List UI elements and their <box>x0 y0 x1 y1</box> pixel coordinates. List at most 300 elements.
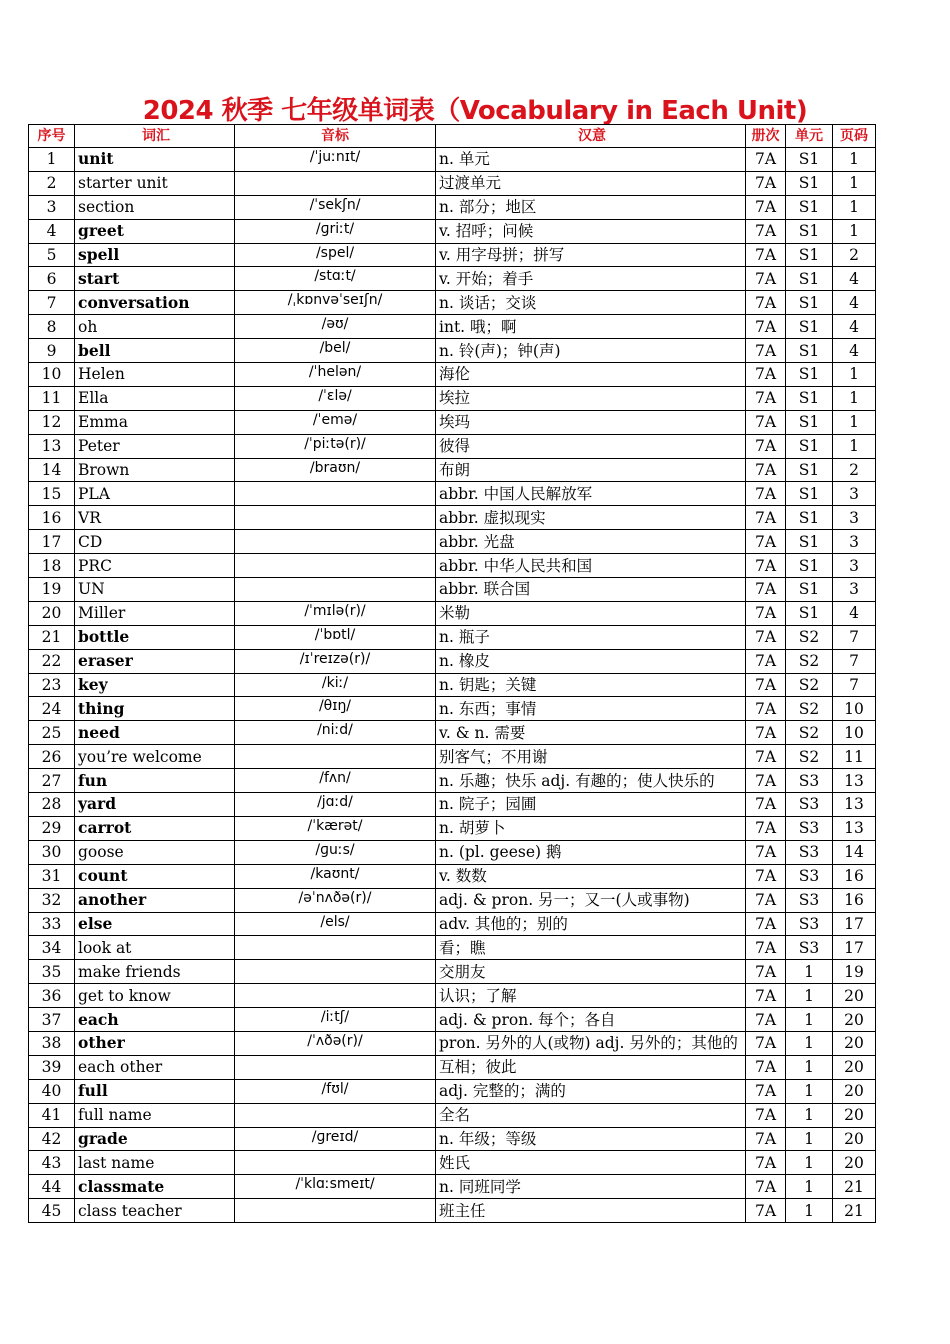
table-row <box>29 984 876 1008</box>
cell-no: 9 <box>29 339 75 363</box>
cell-meaning: n. (pl. geese) 鹅 <box>436 840 746 864</box>
cell-meaning: 海伦 <box>436 363 746 387</box>
cell-meaning: 认识；了解 <box>436 984 746 1008</box>
cell-page: 2 <box>833 243 876 267</box>
cell-phonetic: /niːd/ <box>235 721 436 745</box>
cell-unit: S1 <box>786 386 833 410</box>
cell-meaning: 别客气；不用谢 <box>436 745 746 769</box>
cell-word: classmate <box>75 1175 235 1199</box>
table-row <box>29 386 876 410</box>
cell-phonetic: /əˈnʌðə(r)/ <box>235 888 436 912</box>
cell-page: 4 <box>833 601 876 625</box>
cell-meaning: n. 瓶子 <box>436 625 746 649</box>
table-row <box>29 601 876 625</box>
table-row <box>29 291 876 315</box>
table-row <box>29 1079 876 1103</box>
cell-unit: 1 <box>786 1127 833 1151</box>
table-row <box>29 530 876 554</box>
cell-no: 40 <box>29 1079 75 1103</box>
table-row <box>29 339 876 363</box>
cell-book: 7A <box>746 888 786 912</box>
cell-no: 13 <box>29 434 75 458</box>
cell-unit: S1 <box>786 554 833 578</box>
cell-meaning: 姓氏 <box>436 1151 746 1175</box>
cell-word: each other <box>75 1055 235 1079</box>
cell-meaning: n. 橡皮 <box>436 649 746 673</box>
cell-meaning: abbr. 虚拟现实 <box>436 506 746 530</box>
table-row <box>29 649 876 673</box>
cell-book: 7A <box>746 554 786 578</box>
cell-page: 21 <box>833 1175 876 1199</box>
cell-no: 26 <box>29 745 75 769</box>
cell-book: 7A <box>746 649 786 673</box>
cell-phonetic: /iːtʃ/ <box>235 1008 436 1032</box>
table-row <box>29 363 876 387</box>
cell-phonetic: /ɪˈreɪzə(r)/ <box>235 649 436 673</box>
cell-unit: S1 <box>786 363 833 387</box>
cell-no: 22 <box>29 649 75 673</box>
cell-word: unit <box>75 148 235 172</box>
cell-meaning: pron. 另外的人(或物) adj. 另外的；其他的 <box>436 1031 746 1055</box>
cell-page: 13 <box>833 816 876 840</box>
cell-page: 19 <box>833 960 876 984</box>
cell-phonetic: /braʊn/ <box>235 458 436 482</box>
cell-page: 20 <box>833 1151 876 1175</box>
cell-page: 20 <box>833 1103 876 1127</box>
cell-phonetic: /θɪŋ/ <box>235 697 436 721</box>
cell-page: 3 <box>833 530 876 554</box>
header-page: 页码 <box>833 125 876 148</box>
table-row <box>29 769 876 793</box>
cell-no: 21 <box>29 625 75 649</box>
table-row <box>29 506 876 530</box>
cell-word: other <box>75 1031 235 1055</box>
cell-meaning: adv. 其他的；别的 <box>436 912 746 936</box>
cell-page: 7 <box>833 673 876 697</box>
cell-book: 7A <box>746 816 786 840</box>
cell-meaning: v. & n. 需要 <box>436 721 746 745</box>
cell-phonetic: /ˈpiːtə(r)/ <box>235 434 436 458</box>
cell-unit: S2 <box>786 721 833 745</box>
cell-book: 7A <box>746 984 786 1008</box>
cell-book: 7A <box>746 1127 786 1151</box>
table-row <box>29 578 876 602</box>
cell-phonetic: /ɡriːt/ <box>235 219 436 243</box>
cell-phonetic: /jɑːd/ <box>235 793 436 817</box>
cell-meaning: abbr. 中国人民解放军 <box>436 482 746 506</box>
cell-word: count <box>75 864 235 888</box>
cell-word: starter unit <box>75 171 235 195</box>
cell-no: 32 <box>29 888 75 912</box>
cell-meaning: 过渡单元 <box>436 171 746 195</box>
cell-meaning: 彼得 <box>436 434 746 458</box>
cell-page: 1 <box>833 434 876 458</box>
cell-book: 7A <box>746 793 786 817</box>
cell-book: 7A <box>746 219 786 243</box>
cell-book: 7A <box>746 1031 786 1055</box>
cell-no: 29 <box>29 816 75 840</box>
cell-unit: S3 <box>786 864 833 888</box>
cell-unit: S1 <box>786 267 833 291</box>
cell-page: 10 <box>833 721 876 745</box>
table-row <box>29 1008 876 1032</box>
header-unit: 单元 <box>786 125 833 148</box>
cell-meaning: 交朋友 <box>436 960 746 984</box>
cell-no: 12 <box>29 410 75 434</box>
cell-word: make friends <box>75 960 235 984</box>
cell-no: 4 <box>29 219 75 243</box>
cell-page: 20 <box>833 1079 876 1103</box>
cell-unit: S3 <box>786 793 833 817</box>
cell-page: 7 <box>833 625 876 649</box>
cell-book: 7A <box>746 840 786 864</box>
cell-word: key <box>75 673 235 697</box>
cell-word: Helen <box>75 363 235 387</box>
cell-word: fun <box>75 769 235 793</box>
table-row <box>29 458 876 482</box>
cell-book: 7A <box>746 267 786 291</box>
cell-page: 14 <box>833 840 876 864</box>
cell-unit: S1 <box>786 171 833 195</box>
cell-page: 1 <box>833 148 876 172</box>
table-row <box>29 697 876 721</box>
cell-book: 7A <box>746 625 786 649</box>
cell-word: conversation <box>75 291 235 315</box>
cell-no: 1 <box>29 148 75 172</box>
cell-unit: S3 <box>786 816 833 840</box>
cell-unit: S3 <box>786 769 833 793</box>
cell-unit: S1 <box>786 243 833 267</box>
cell-no: 38 <box>29 1031 75 1055</box>
cell-unit: S2 <box>786 649 833 673</box>
cell-no: 41 <box>29 1103 75 1127</box>
cell-no: 5 <box>29 243 75 267</box>
cell-page: 21 <box>833 1199 876 1223</box>
table-row <box>29 482 876 506</box>
header-no: 序号 <box>29 125 75 148</box>
cell-meaning: int. 哦；啊 <box>436 315 746 339</box>
cell-book: 7A <box>746 506 786 530</box>
table-row <box>29 1127 876 1151</box>
cell-book: 7A <box>746 912 786 936</box>
cell-word: class teacher <box>75 1199 235 1223</box>
cell-page: 1 <box>833 410 876 434</box>
cell-word: else <box>75 912 235 936</box>
table-row <box>29 219 876 243</box>
cell-book: 7A <box>746 936 786 960</box>
cell-unit: 1 <box>786 984 833 1008</box>
cell-no: 2 <box>29 171 75 195</box>
cell-phonetic <box>235 936 436 960</box>
cell-word: Emma <box>75 410 235 434</box>
cell-page: 1 <box>833 363 876 387</box>
cell-meaning: 埃玛 <box>436 410 746 434</box>
cell-page: 4 <box>833 315 876 339</box>
cell-unit: S1 <box>786 601 833 625</box>
cell-word: section <box>75 195 235 219</box>
cell-phonetic <box>235 530 436 554</box>
cell-word: carrot <box>75 816 235 840</box>
cell-phonetic <box>235 960 436 984</box>
cell-book: 7A <box>746 386 786 410</box>
cell-book: 7A <box>746 864 786 888</box>
cell-meaning: 班主任 <box>436 1199 746 1223</box>
cell-unit: S1 <box>786 482 833 506</box>
cell-meaning: n. 胡萝卜 <box>436 816 746 840</box>
cell-phonetic <box>235 1055 436 1079</box>
cell-phonetic: /kaʊnt/ <box>235 864 436 888</box>
cell-meaning: abbr. 光盘 <box>436 530 746 554</box>
table-row <box>29 195 876 219</box>
cell-unit: S3 <box>786 840 833 864</box>
cell-meaning: n. 单元 <box>436 148 746 172</box>
cell-phonetic: /ˈbɒtl/ <box>235 625 436 649</box>
table-row <box>29 864 876 888</box>
cell-meaning: 埃拉 <box>436 386 746 410</box>
table-row <box>29 171 876 195</box>
table-row <box>29 410 876 434</box>
cell-meaning: v. 数数 <box>436 864 746 888</box>
cell-no: 36 <box>29 984 75 1008</box>
table-row <box>29 840 876 864</box>
cell-book: 7A <box>746 195 786 219</box>
cell-no: 43 <box>29 1151 75 1175</box>
header-book: 册次 <box>746 125 786 148</box>
cell-page: 13 <box>833 769 876 793</box>
cell-phonetic: /els/ <box>235 912 436 936</box>
cell-unit: 1 <box>786 1151 833 1175</box>
cell-phonetic: /ˈemə/ <box>235 410 436 434</box>
cell-no: 23 <box>29 673 75 697</box>
cell-meaning: v. 用字母拼；拼写 <box>436 243 746 267</box>
cell-word: each <box>75 1008 235 1032</box>
vocabulary-table <box>28 124 876 1223</box>
cell-no: 6 <box>29 267 75 291</box>
table-row <box>29 434 876 458</box>
cell-page: 1 <box>833 386 876 410</box>
cell-phonetic: /ˈklɑːsmeɪt/ <box>235 1175 436 1199</box>
cell-no: 37 <box>29 1008 75 1032</box>
cell-page: 20 <box>833 1055 876 1079</box>
cell-word: PLA <box>75 482 235 506</box>
cell-meaning: 互相；彼此 <box>436 1055 746 1079</box>
cell-page: 3 <box>833 554 876 578</box>
table-row <box>29 554 876 578</box>
cell-word: thing <box>75 697 235 721</box>
table-row <box>29 148 876 172</box>
cell-no: 42 <box>29 1127 75 1151</box>
cell-unit: S1 <box>786 339 833 363</box>
cell-meaning: adj. 完整的；满的 <box>436 1079 746 1103</box>
cell-unit: 1 <box>786 1199 833 1223</box>
cell-page: 1 <box>833 171 876 195</box>
cell-phonetic: /ˈsekʃn/ <box>235 195 436 219</box>
cell-phonetic: /fʌn/ <box>235 769 436 793</box>
cell-book: 7A <box>746 1055 786 1079</box>
cell-phonetic: /ˈkærət/ <box>235 816 436 840</box>
cell-page: 11 <box>833 745 876 769</box>
cell-book: 7A <box>746 1103 786 1127</box>
cell-no: 10 <box>29 363 75 387</box>
cell-word: full <box>75 1079 235 1103</box>
cell-no: 15 <box>29 482 75 506</box>
table-body <box>29 148 876 1223</box>
cell-no: 39 <box>29 1055 75 1079</box>
cell-page: 17 <box>833 912 876 936</box>
table-row <box>29 625 876 649</box>
table-row <box>29 1055 876 1079</box>
cell-phonetic <box>235 578 436 602</box>
cell-book: 7A <box>746 769 786 793</box>
cell-page: 1 <box>833 195 876 219</box>
cell-phonetic: /ˌkɒnvəˈseɪʃn/ <box>235 291 436 315</box>
cell-no: 27 <box>29 769 75 793</box>
cell-unit: S3 <box>786 912 833 936</box>
cell-book: 7A <box>746 458 786 482</box>
cell-phonetic: /əʊ/ <box>235 315 436 339</box>
cell-no: 17 <box>29 530 75 554</box>
table-row <box>29 888 876 912</box>
cell-word: start <box>75 267 235 291</box>
table-row <box>29 721 876 745</box>
cell-meaning: n. 乐趣；快乐 adj. 有趣的；使人快乐的 <box>436 769 746 793</box>
cell-unit: 1 <box>786 1055 833 1079</box>
cell-book: 7A <box>746 745 786 769</box>
cell-meaning: v. 开始；着手 <box>436 267 746 291</box>
cell-book: 7A <box>746 148 786 172</box>
cell-word: bottle <box>75 625 235 649</box>
cell-phonetic: /spel/ <box>235 243 436 267</box>
cell-word: look at <box>75 936 235 960</box>
cell-no: 28 <box>29 793 75 817</box>
cell-meaning: abbr. 联合国 <box>436 578 746 602</box>
cell-unit: S1 <box>786 315 833 339</box>
cell-word: need <box>75 721 235 745</box>
cell-unit: 1 <box>786 960 833 984</box>
cell-phonetic: /ɡuːs/ <box>235 840 436 864</box>
cell-page: 17 <box>833 936 876 960</box>
cell-no: 19 <box>29 578 75 602</box>
header-phonetic: 音标 <box>235 125 436 148</box>
cell-phonetic <box>235 171 436 195</box>
cell-book: 7A <box>746 697 786 721</box>
cell-word: oh <box>75 315 235 339</box>
cell-word: you’re welcome <box>75 745 235 769</box>
cell-word: VR <box>75 506 235 530</box>
cell-unit: S1 <box>786 219 833 243</box>
cell-no: 16 <box>29 506 75 530</box>
cell-page: 10 <box>833 697 876 721</box>
cell-no: 25 <box>29 721 75 745</box>
cell-word: full name <box>75 1103 235 1127</box>
cell-meaning: n. 院子；园圃 <box>436 793 746 817</box>
cell-book: 7A <box>746 243 786 267</box>
cell-no: 31 <box>29 864 75 888</box>
cell-word: Brown <box>75 458 235 482</box>
cell-unit: 1 <box>786 1031 833 1055</box>
cell-no: 35 <box>29 960 75 984</box>
cell-word: spell <box>75 243 235 267</box>
cell-phonetic: /bel/ <box>235 339 436 363</box>
cell-page: 3 <box>833 482 876 506</box>
cell-unit: S2 <box>786 697 833 721</box>
cell-no: 8 <box>29 315 75 339</box>
cell-page: 4 <box>833 267 876 291</box>
cell-book: 7A <box>746 291 786 315</box>
cell-word: CD <box>75 530 235 554</box>
cell-phonetic <box>235 1103 436 1127</box>
cell-phonetic <box>235 482 436 506</box>
cell-word: last name <box>75 1151 235 1175</box>
cell-meaning: 布朗 <box>436 458 746 482</box>
cell-unit: S1 <box>786 530 833 554</box>
cell-word: another <box>75 888 235 912</box>
cell-book: 7A <box>746 1199 786 1223</box>
table-row <box>29 315 876 339</box>
cell-meaning: 米勒 <box>436 601 746 625</box>
table-row <box>29 673 876 697</box>
cell-phonetic: /ˈmɪlə(r)/ <box>235 601 436 625</box>
cell-unit: S1 <box>786 148 833 172</box>
cell-unit: S2 <box>786 745 833 769</box>
cell-phonetic: /ˈʌðə(r)/ <box>235 1031 436 1055</box>
cell-word: bell <box>75 339 235 363</box>
cell-phonetic: /ɡreɪd/ <box>235 1127 436 1151</box>
cell-word: get to know <box>75 984 235 1008</box>
cell-word: goose <box>75 840 235 864</box>
cell-word: grade <box>75 1127 235 1151</box>
cell-book: 7A <box>746 434 786 458</box>
cell-meaning: n. 铃(声)；钟(声) <box>436 339 746 363</box>
cell-meaning: n. 年级；等级 <box>436 1127 746 1151</box>
cell-phonetic <box>235 745 436 769</box>
cell-unit: S1 <box>786 434 833 458</box>
cell-no: 11 <box>29 386 75 410</box>
cell-book: 7A <box>746 960 786 984</box>
cell-phonetic <box>235 984 436 1008</box>
cell-no: 34 <box>29 936 75 960</box>
cell-no: 44 <box>29 1175 75 1199</box>
header-word: 词汇 <box>75 125 235 148</box>
cell-phonetic <box>235 1199 436 1223</box>
cell-book: 7A <box>746 673 786 697</box>
cell-book: 7A <box>746 1008 786 1032</box>
table-row <box>29 1199 876 1223</box>
cell-unit: S2 <box>786 625 833 649</box>
cell-unit: S2 <box>786 673 833 697</box>
cell-meaning: abbr. 中华人民共和国 <box>436 554 746 578</box>
page-title: 2024 秋季 七年级单词表（Vocabulary in Each Unit) <box>142 96 808 126</box>
cell-word: eraser <box>75 649 235 673</box>
table-row <box>29 936 876 960</box>
table-row <box>29 816 876 840</box>
cell-unit: S1 <box>786 458 833 482</box>
cell-unit: S1 <box>786 578 833 602</box>
cell-page: 4 <box>833 291 876 315</box>
cell-no: 20 <box>29 601 75 625</box>
cell-book: 7A <box>746 339 786 363</box>
cell-phonetic: /ˈjuːnɪt/ <box>235 148 436 172</box>
cell-page: 1 <box>833 219 876 243</box>
cell-unit: S3 <box>786 936 833 960</box>
cell-page: 13 <box>833 793 876 817</box>
cell-book: 7A <box>746 482 786 506</box>
cell-meaning: n. 东西；事情 <box>436 697 746 721</box>
cell-phonetic: /kiː/ <box>235 673 436 697</box>
cell-unit: S1 <box>786 506 833 530</box>
table-row <box>29 1175 876 1199</box>
cell-phonetic: /ˈɛlə/ <box>235 386 436 410</box>
